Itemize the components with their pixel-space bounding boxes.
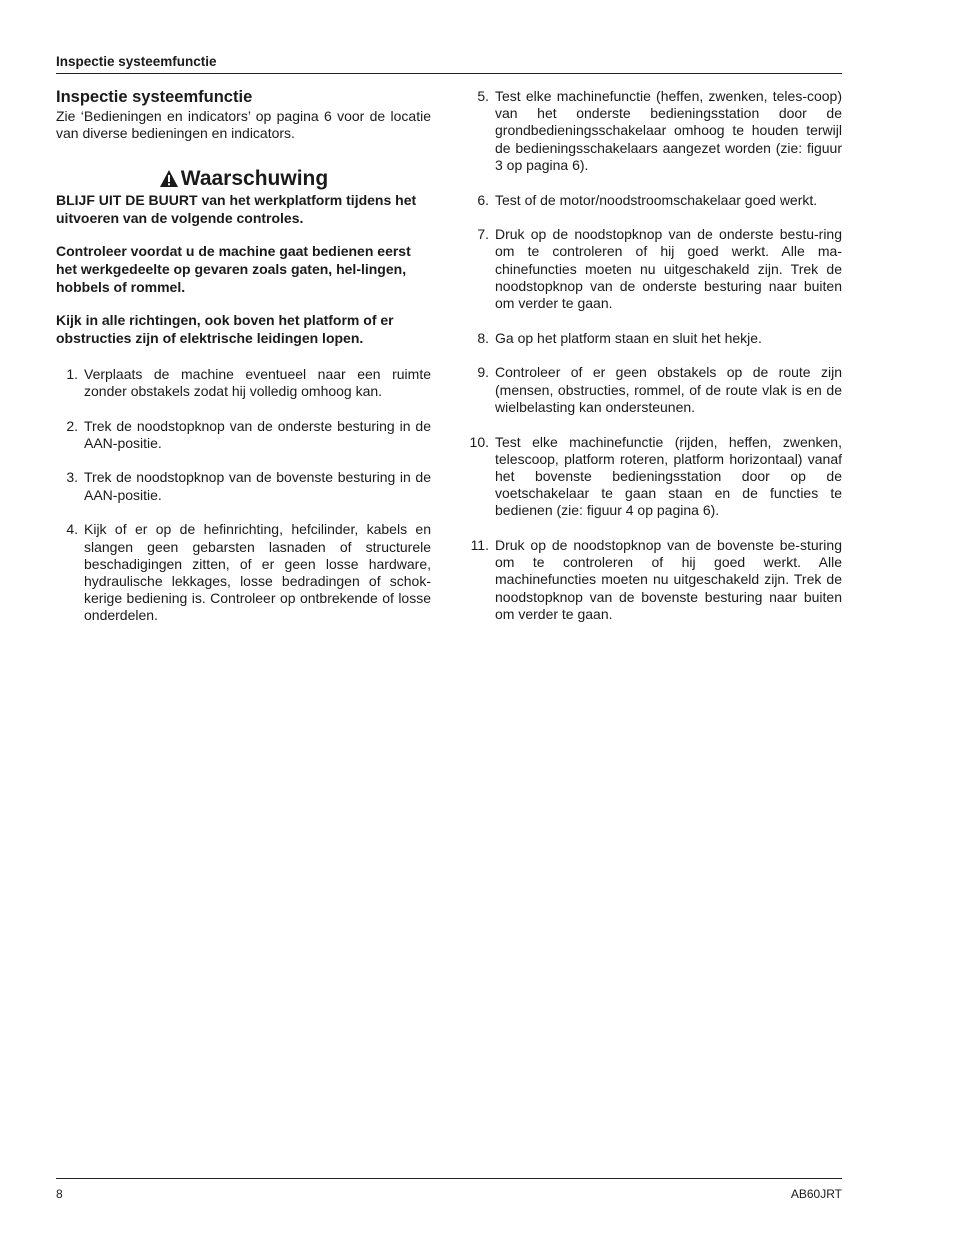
warning-title: Waarschuwing — [180, 166, 329, 190]
list-item — [56, 366, 431, 400]
list-item — [462, 226, 842, 312]
model-name: AB60JRT — [790, 1187, 842, 1201]
step-text: Druk op de noodstopknop van de onderste bestu-ring om te controleren of hij goed werkt. Alle ma-chinefuncties moeten nu uitgeschakeld zijn. Trek de noodstopknop van de onderste besturing naar buiten om verder te gaan. — [495, 226, 842, 312]
step-text: Kijk of er op de hefinrichting, hefcilinder, kabels en slangen geen gebarsten lasnaden of structurele beschadigingen zitten, of er geen losse hardware, hydraulische lekkages, losse bedradingen of schok-kerige bediening is. Controleer op ontbrekende of losse onderdelen. — [84, 521, 431, 624]
steps-list-left — [56, 366, 431, 625]
step-number: 5. — [477, 88, 489, 104]
step-number: 2. — [66, 417, 78, 434]
warning-heading — [56, 167, 431, 191]
list-item — [56, 418, 431, 452]
page-footer — [56, 1178, 842, 1201]
intro-paragraph: Zie ‘Bedieningen en indicators’ op pagina 6 voor de locatie van diverse bedieningen en indicators. — [56, 108, 431, 142]
warning-text: Kijk in alle richtingen, ook boven het platform of er obstructies zijn of elektrische leidingen lopen. — [56, 311, 394, 346]
step-text: Trek de noodstopknop van de bovenste besturing in de AAN-positie. — [84, 469, 431, 503]
list-item — [462, 88, 842, 174]
step-text: Test elke machinefunctie (heffen, zwenken, teles-coop) van het onderste bedieningsstation door de grondbedieningsschakelaar omhoog te houden terwijl de bedieningsschakelaars aangezet worden (zie: figuur 3 op pagina 6). — [495, 88, 842, 173]
step-text: Trek de noodstopknop van de onderste besturing in de AAN-positie. — [84, 417, 431, 451]
warning-text: Controleer voordat u de machine gaat bedienen eerst het werkgedeelte op gevaren zoals gaten, hel-lingen, hobbels of rommel. — [56, 242, 411, 295]
step-number: 8. — [477, 329, 489, 346]
step-number: 11. — [470, 537, 489, 554]
step-text: Controleer of er geen obstakels op de route zijn (mensen, obstructies, rommel, of de route vlak is en de wielbelasting kan ondersteunen. — [495, 364, 842, 415]
warning-text: BLIJF UIT DE BUURT van het werkplatform tijdens het uitvoeren van de volgende controles. — [56, 191, 417, 226]
list-item — [56, 469, 431, 503]
step-number: 9. — [477, 364, 489, 381]
step-text: Druk op de noodstopknop van de bovenste be-sturing om te controleren of hij goed werkt. Alle machinefuncties moeten nu uitgeschakeld zijn. Trek de noodstopknop van de bovenste besturing naar buiten om verder te gaan. — [495, 537, 842, 622]
step-number: 1. — [66, 365, 78, 382]
step-text: Verplaats de machine eventueel naar een ruimte zonder obstakels zodat hij volledig omhoog kan. — [84, 365, 431, 399]
steps-list-right — [462, 88, 842, 623]
list-item — [462, 330, 842, 347]
list-item — [462, 364, 842, 416]
list-item — [462, 434, 842, 520]
list-item — [462, 537, 842, 623]
page-header: Inspectie systeemfunctie — [56, 54, 842, 74]
list-item — [462, 192, 842, 209]
section-title: Inspectie systeemfunctie — [56, 88, 253, 106]
step-text: Test of de motor/noodstroomschakelaar goed werkt. — [495, 191, 818, 208]
step-number: 6. — [477, 191, 489, 208]
warning-triangle-icon — [159, 169, 179, 188]
list-item — [56, 521, 431, 624]
right-column — [462, 88, 842, 641]
left-column — [56, 88, 431, 642]
page-number: 8 — [56, 1187, 63, 1201]
step-number: 7. — [477, 226, 489, 243]
step-text: Ga op het platform staan en sluit het hekje. — [495, 329, 762, 346]
step-text: Test elke machinefunctie (rijden, heffen, zwenken, telescoop, platform roteren, platform horizontaal) vanaf het bovenste bedieningsstation door op de voetschakelaar te gaan staan en de functies te bedienen (zie: figuur 4 op pagina 6). — [495, 433, 842, 519]
step-number: 3. — [66, 469, 78, 486]
step-number: 10. — [469, 433, 489, 450]
step-number: 4. — [66, 521, 78, 538]
